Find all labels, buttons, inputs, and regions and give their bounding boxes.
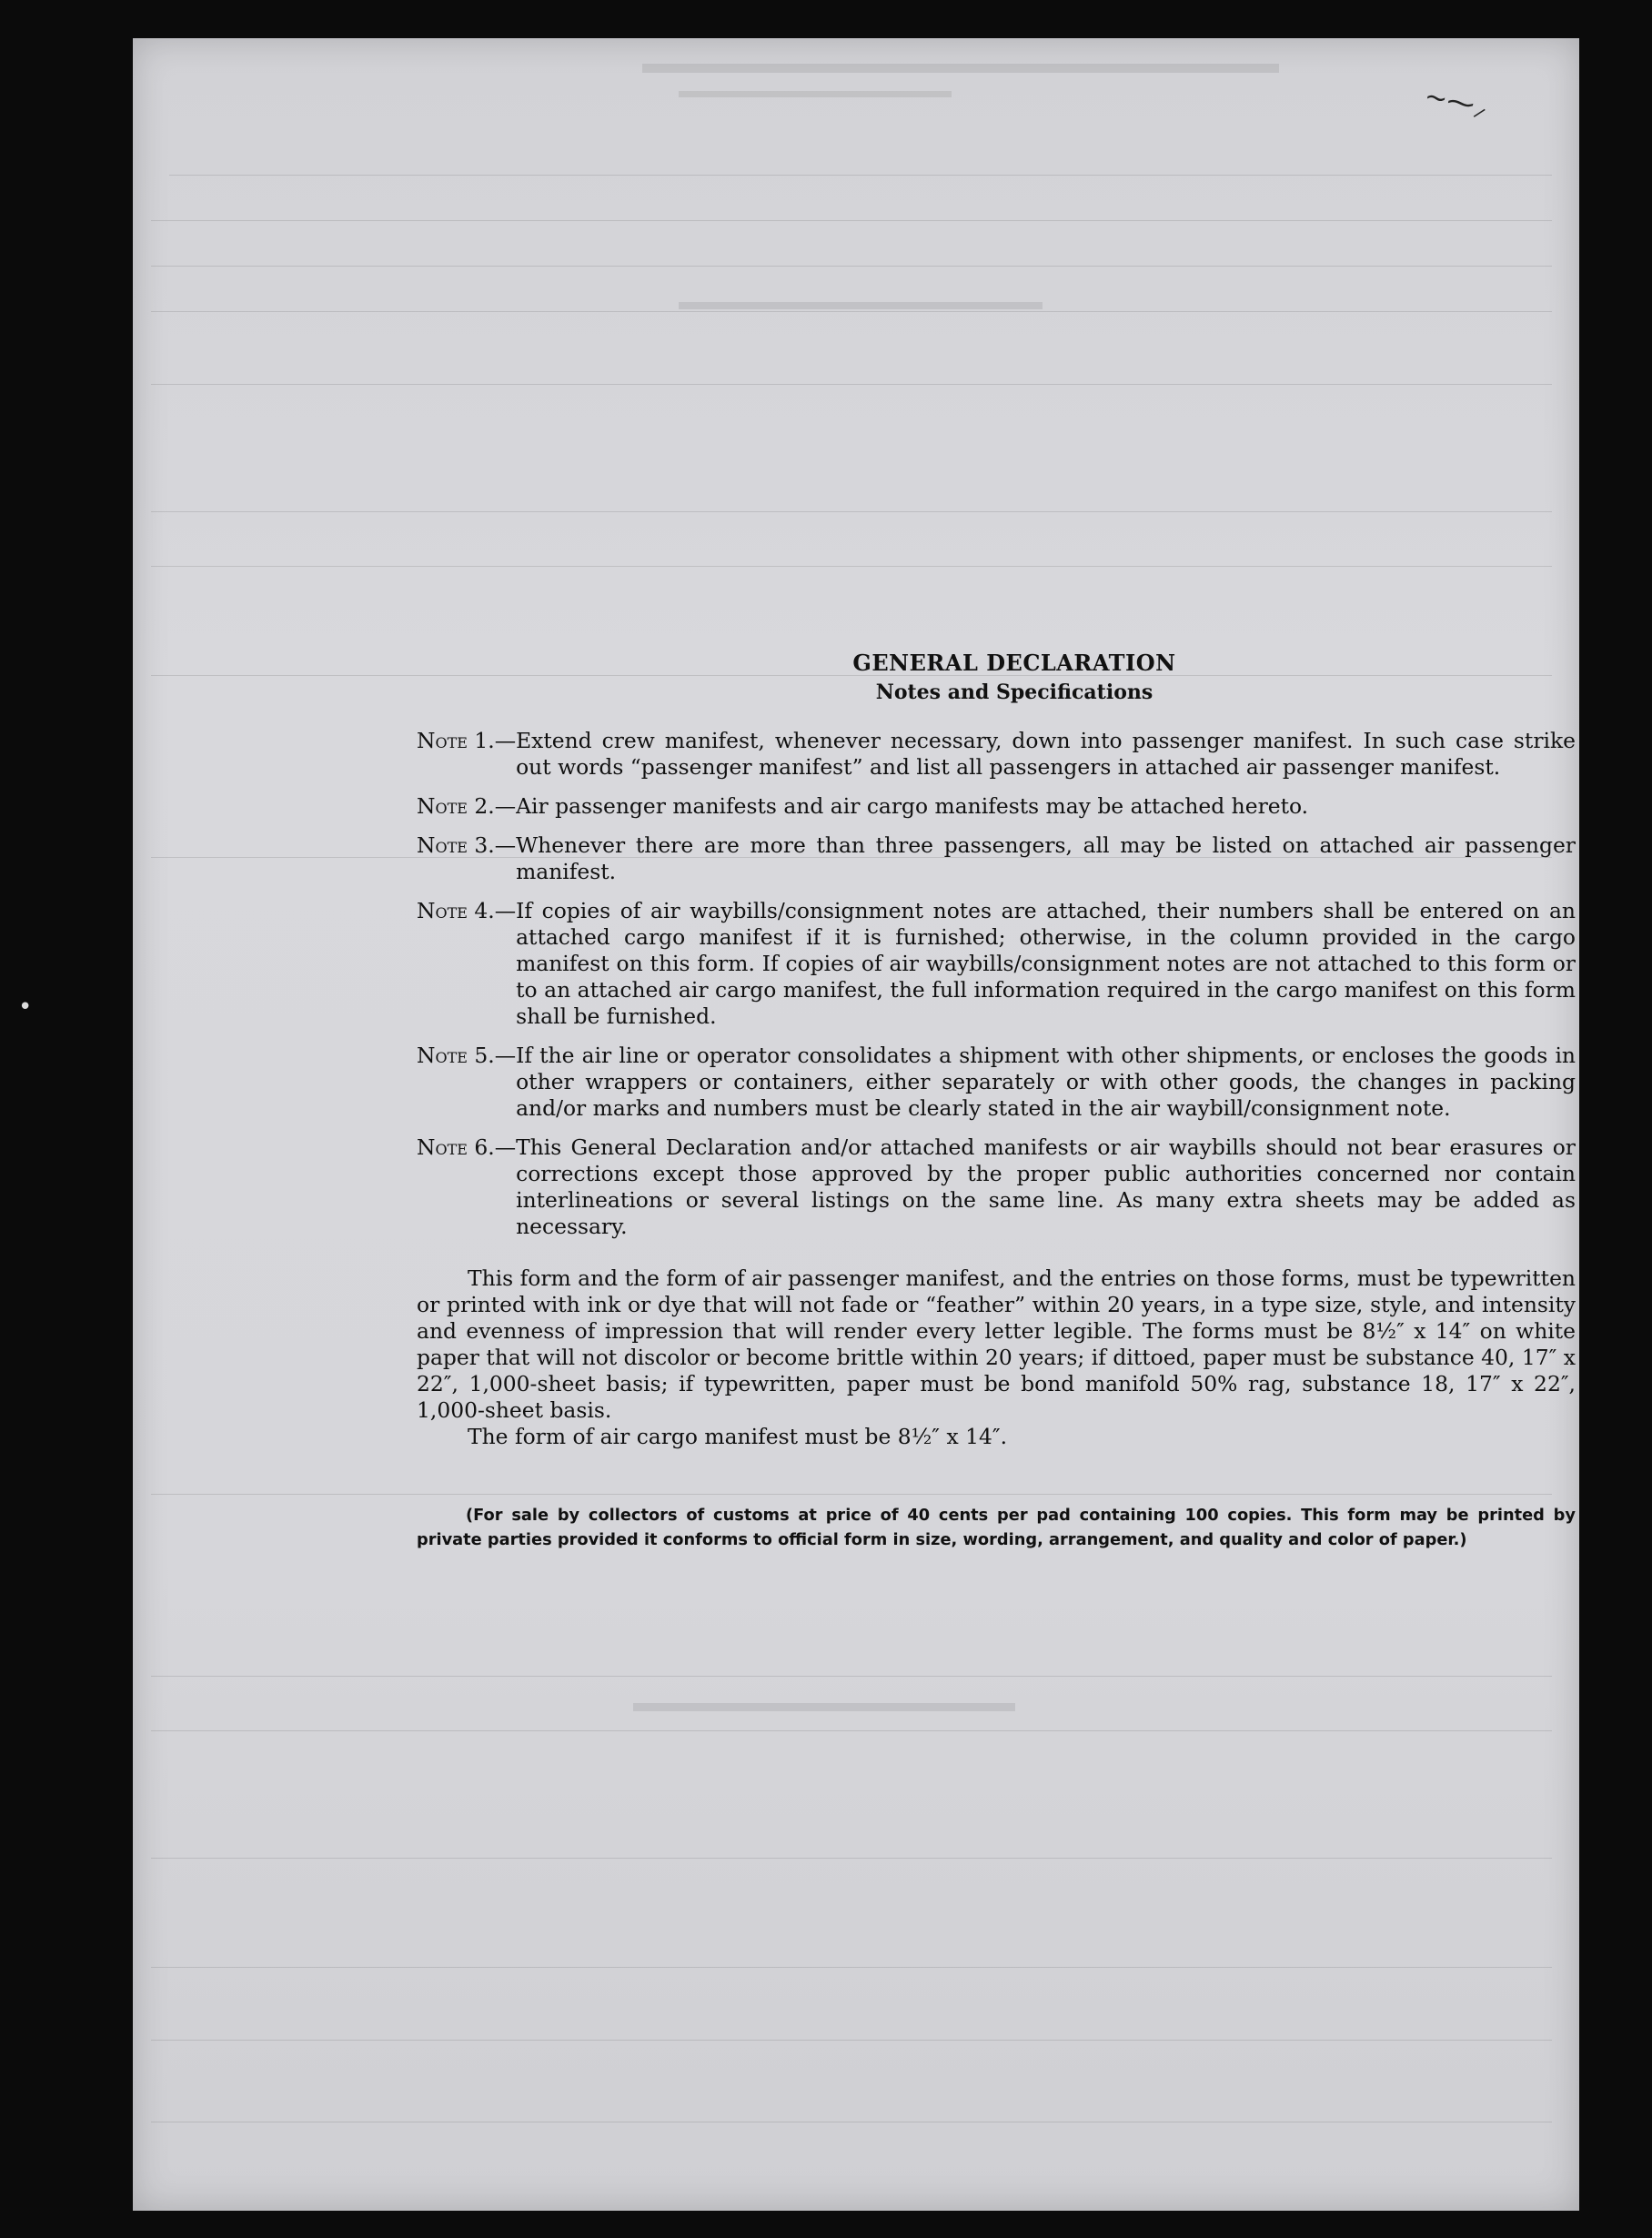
note-4 [417, 898, 1576, 1030]
note-text: Whenever there are more than three passengers, all may be listed on attached air passenger manifest. [516, 832, 1576, 884]
ink-smudge-top-right: ~⁓⸝ [1421, 80, 1491, 125]
note-label: Note 3.— [417, 832, 517, 858]
document-page [18, 38, 1579, 2211]
form-specification-paragraph: This form and the form of air passenger manifest, and the entries on those forms, must be typewritten or printed with ink or dye that will not fade or “feather” within 20 years, in a type size, style, and intensity and evenness of impression that will render every letter legible. The forms must be 8½″ x 14″ on white paper that will not discolor or become brittle within 20 years; if dittoed, paper must be substance 40, 17″ x 22″, 1,000-sheet basis; if typewritten, paper must be bond manifold 50% rag, substance 18, 17″ x 22″, 1,000-sheet basis. [417, 1265, 1576, 1423]
ink-smudge-left: • [18, 993, 33, 1021]
note-text: Air passenger manifests and air cargo manifests may be attached hereto. [516, 793, 1309, 819]
note-label: Note 1.— [417, 728, 517, 753]
note-label: Note 6.— [417, 1134, 517, 1160]
note-text: Extend crew manifest, whenever necessary, down into passenger manifest. In such case strike out words “passenger manifest” and list all passengers in attached air passenger manifest. [516, 728, 1576, 780]
note-label: Note 4.— [417, 898, 517, 923]
notes-section [417, 650, 1576, 1552]
note-text: If copies of air waybills/consignment notes are attached, their numbers shall be entered on an attached cargo manifest if it is furnished; otherwise, in the column provided in the cargo manifest on this form. If copies of air waybills/consignment notes are not attached to this form or to an attached air cargo manifest, the full information required in the cargo manifest on this form shall be furnished. [516, 898, 1576, 1029]
note-5 [417, 1043, 1576, 1122]
page-title: GENERAL DECLARATION [852, 650, 1176, 676]
cargo-manifest-size-paragraph: The form of air cargo manifest must be 8½″ x 14″. [468, 1424, 1008, 1449]
note-label: Note 5.— [417, 1043, 517, 1068]
note-3 [417, 832, 1576, 885]
note-label: Note 2.— [417, 793, 517, 819]
sale-notice: (For sale by collectors of customs at price of 40 cents per pad containing 100 copies. This form may be printed by private parties provided it conforms to official form in size, wording, arrangement, and quality and color of paper.) [417, 1506, 1576, 1549]
note-text: If the air line or operator consolidates a shipment with other shipments, or encloses the goods in other wrappers or containers, either separately or with other goods, the changes in packing and/or marks and numbers must be clearly stated in the air waybill/consignment note. [516, 1043, 1576, 1121]
note-2 [417, 793, 1576, 820]
note-6 [417, 1134, 1576, 1240]
page-subtitle: Notes and Specifications [875, 680, 1153, 704]
note-1 [417, 728, 1576, 781]
note-text: This General Declaration and/or attached manifests or air waybills should not bear erasures or corrections except those approved by the proper public authorities concerned nor contain interlineations or several listings on the same line. As many extra sheets may be added as necessary. [516, 1134, 1576, 1239]
